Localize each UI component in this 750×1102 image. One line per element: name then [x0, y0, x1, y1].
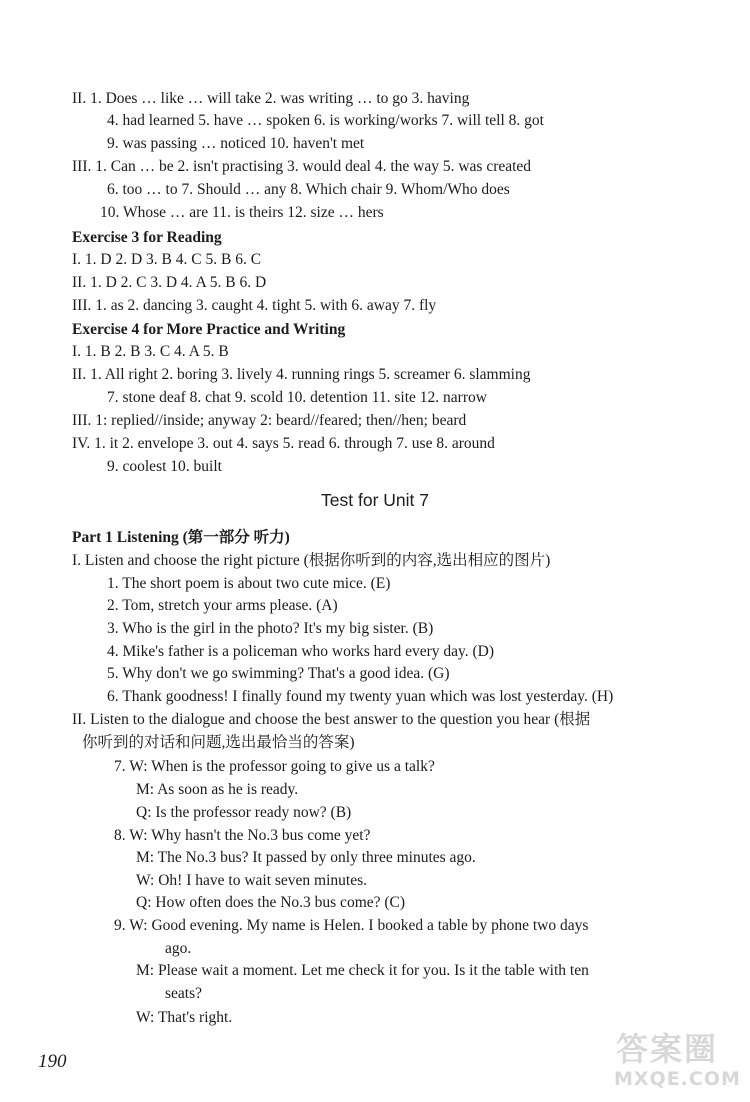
dialogue-line: 8. W: Why hasn't the No.3 bus come yet? — [114, 827, 371, 844]
answer-line: 5. Why don't we go swimming? That's a good idea. (G) — [107, 665, 450, 682]
answer-line: 2. Tom, stretch your arms please. (A) — [107, 597, 338, 614]
answer-line: I. 1. B 2. B 3. C 4. A 5. B — [72, 343, 229, 360]
dialogue-line: W: That's right. — [136, 1009, 233, 1026]
instruction-line: I. Listen and choose the right picture (根据你听到的内容,选出相应的图片) — [72, 552, 551, 569]
instruction-line: 你听到的对话和问题,选出最恰当的答案) — [82, 734, 355, 751]
answer-line: III. 1. Can … be 2. isn't practising 3. would deal 4. the way 5. was created — [72, 158, 532, 175]
answer-line: IV. 1. it 2. envelope 3. out 4. says 5. read 6. through 7. use 8. around — [72, 435, 495, 452]
watermark-text-top: 答案圈 — [616, 1030, 719, 1068]
answer-line: II. 1. D 2. C 3. D 4. A 5. B 6. D — [72, 274, 267, 291]
dialogue-line: M: Please wait a moment. Let me check it for you. Is it the table with ten — [136, 962, 589, 979]
answer-line: II. 1. All right 2. boring 3. lively 4. running rings 5. screamer 6. slamming — [72, 366, 531, 383]
page-number: 190 — [38, 1051, 67, 1072]
dialogue-line: M: The No.3 bus? It passed by only three minutes ago. — [136, 849, 476, 866]
answer-line: 6. too … to 7. Should … any 8. Which chair 9. Whom/Who does — [107, 181, 510, 198]
dialogue-line: Q: How often does the No.3 bus come? (C) — [136, 894, 406, 911]
dialogue-line: ago. — [165, 940, 192, 957]
answer-line: 7. stone deaf 8. chat 9. scold 10. detention 11. site 12. narrow — [107, 389, 487, 406]
dialogue-line: seats? — [165, 985, 203, 1002]
answer-line: 9. was passing … noticed 10. haven't met — [107, 135, 365, 152]
answer-line: I. 1. D 2. D 3. B 4. C 5. B 6. C — [72, 251, 262, 268]
answer-line: 10. Whose … are 11. is theirs 12. size … hers — [100, 204, 384, 221]
answer-line: III. 1. as 2. dancing 3. caught 4. tight 5. with 6. away 7. fly — [72, 297, 437, 314]
section-heading: Exercise 4 for More Practice and Writing — [72, 321, 346, 338]
dialogue-line: Q: Is the professor ready now? (B) — [136, 804, 352, 821]
answer-line: II. 1. Does … like … will take 2. was writing … to go 3. having — [72, 90, 470, 107]
answer-line: 1. The short poem is about two cute mice. (E) — [107, 575, 391, 592]
watermark-text-bottom: MXQE.COM — [614, 1068, 741, 1090]
answer-line: III. 1: replied//inside; anyway 2: beard//feared; then//hen; beard — [72, 412, 467, 429]
dialogue-line: W: Oh! I have to wait seven minutes. — [136, 872, 368, 889]
answer-line: 4. Mike's father is a policeman who works hard every day. (D) — [107, 643, 495, 660]
answer-line: 3. Who is the girl in the photo? It's my big sister. (B) — [107, 620, 434, 637]
dialogue-line: 7. W: When is the professor going to give us a talk? — [114, 758, 435, 775]
answer-line: 9. coolest 10. built — [107, 458, 222, 475]
dialogue-line: M: As soon as he is ready. — [136, 781, 299, 798]
answer-line: 4. had learned 5. have … spoken 6. is working/works 7. will tell 8. got — [107, 112, 544, 129]
answer-line: 6. Thank goodness! I finally found my twenty yuan which was lost yesterday. (H) — [107, 688, 614, 705]
part-heading: Part 1 Listening (第一部分 听力) — [72, 529, 290, 546]
test-title: Test for Unit 7 — [321, 490, 429, 510]
dialogue-line: 9. W: Good evening. My name is Helen. I booked a table by phone two days — [114, 917, 589, 934]
instruction-line: II. Listen to the dialogue and choose the best answer to the question you hear (根据 — [72, 711, 591, 728]
watermark-logo — [610, 1024, 741, 1098]
section-heading: Exercise 3 for Reading — [72, 229, 222, 246]
